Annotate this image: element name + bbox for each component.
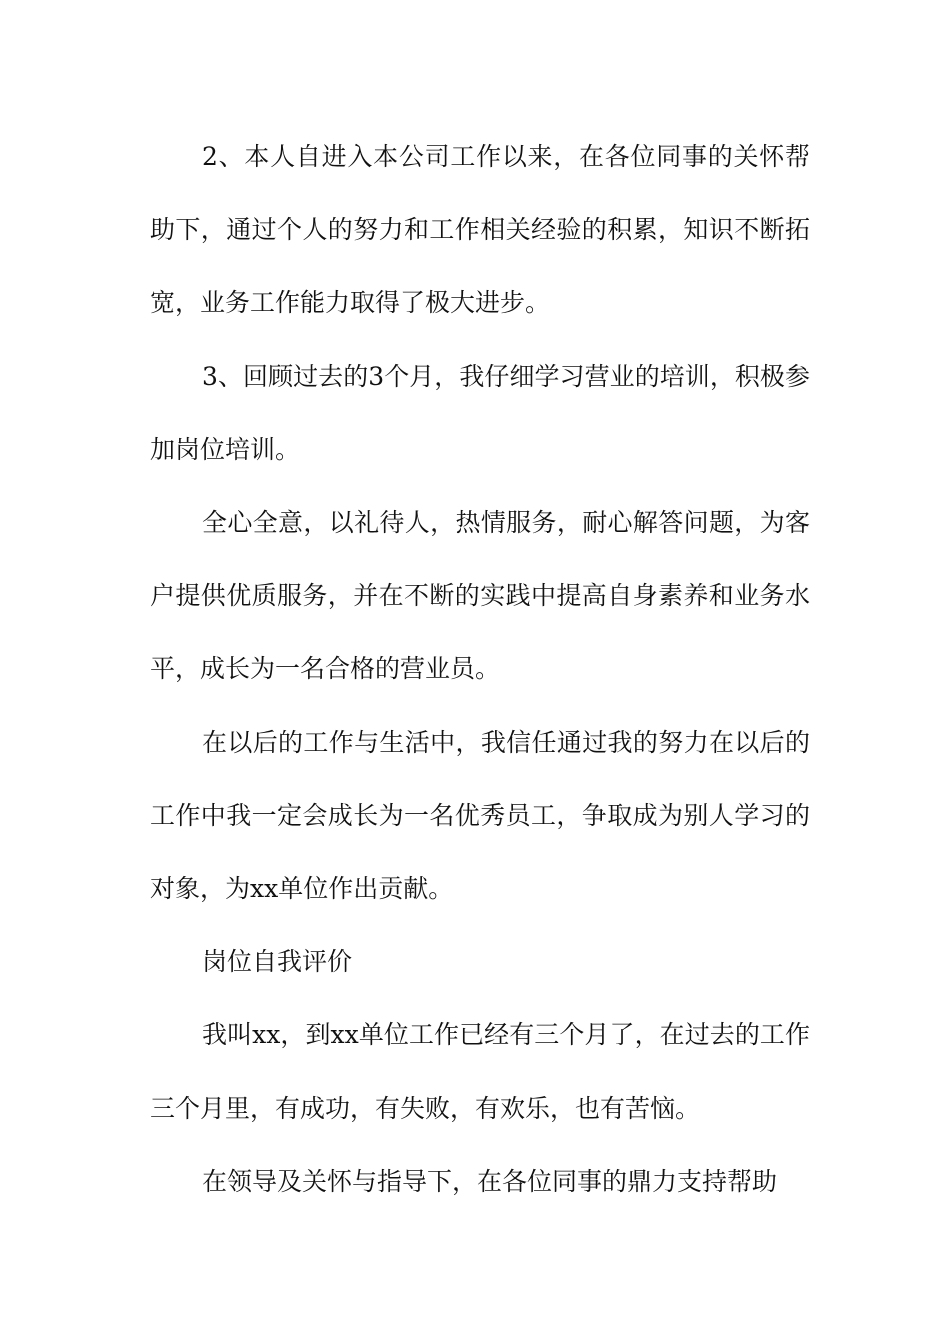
paragraph-achievements: 2、本人自进入本公司工作以来，在各位同事的关怀帮助下，通过个人的努力和工作相关经验的积累，知识不断拓宽，业务工作能力取得了极大进步。 [150, 142, 810, 318]
document-body [150, 120, 810, 1218]
paragraph-service: 全心全意，以礼待人，热情服务，耐心解答问题，为客户提供优质服务，并在不断的实践中提高自身素养和业务水平，成长为一名合格的营业员。 [150, 508, 810, 684]
paragraph-training: 3、回顾过去的3个月，我仔细学习营业的培训，积极参加岗位培训。 [150, 361, 810, 464]
paragraph-future: 在以后的工作与生活中，我信任通过我的努力在以后的工作中我一定会成长为一名优秀员工，争取成为别人学习的对象，为xx单位作出贡献。 [150, 727, 810, 904]
section-heading: 岗位自我评价 [202, 947, 353, 977]
paragraph-support: 在领导及关怀与指导下，在各位同事的鼎力支持帮助 [202, 1166, 778, 1196]
paragraph-introduction: 我叫xx，到xx单位工作已经有三个月了，在过去的工作三个月里，有成功，有失败，有欢乐，也有苦恼。 [150, 1020, 810, 1123]
